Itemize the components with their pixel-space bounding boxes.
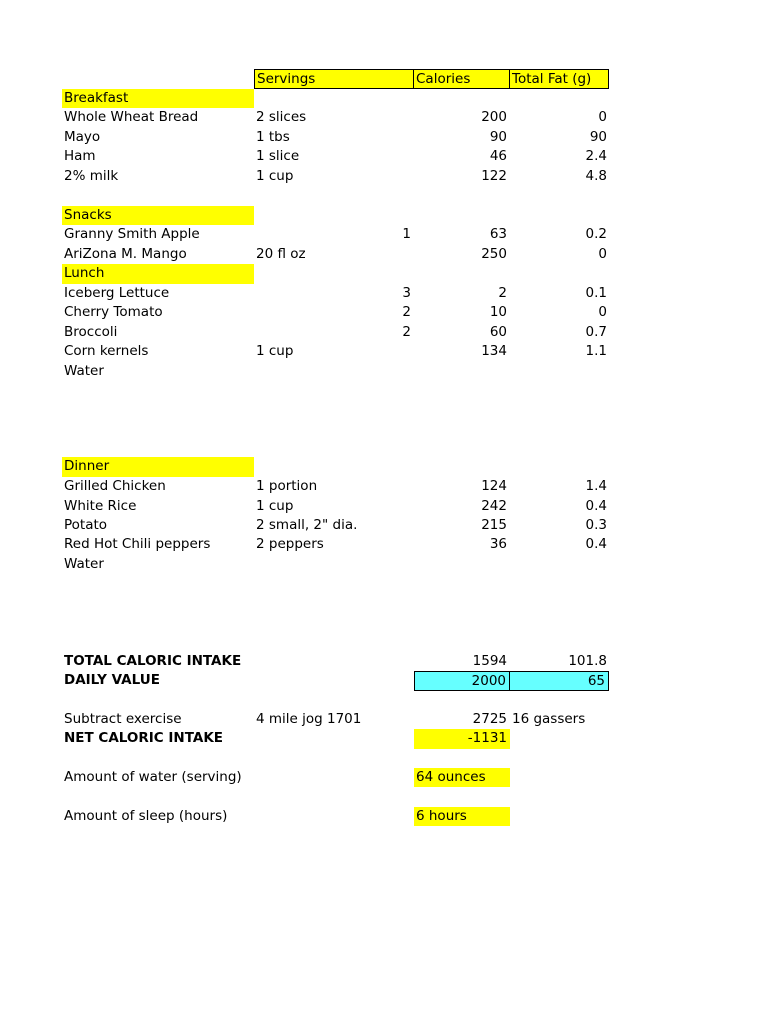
- total-fat-cell[interactable]: 101.8: [568, 652, 607, 669]
- header-row: [62, 69, 612, 89]
- calories-header[interactable]: Calories: [414, 69, 510, 89]
- fat-cell[interactable]: 1.1: [585, 343, 607, 359]
- breakfast-heading[interactable]: Breakfast: [62, 89, 254, 109]
- table-row: [62, 303, 612, 323]
- fat-cell[interactable]: 0.7: [585, 323, 607, 340]
- calories-cell[interactable]: 36: [489, 536, 507, 552]
- servings-cell[interactable]: 1 portion: [256, 478, 318, 494]
- servings-cell[interactable]: 1 cup: [256, 167, 294, 184]
- lunch-section-row: [62, 264, 612, 284]
- fat-cell[interactable]: 0.4: [585, 536, 607, 552]
- total-intake-row: [62, 652, 612, 672]
- daily-fat-cell[interactable]: 65: [510, 671, 609, 691]
- table-row: [62, 284, 612, 304]
- table-row: [62, 167, 612, 187]
- food-name[interactable]: Water: [64, 555, 104, 572]
- table-row: [62, 245, 612, 265]
- calories-cell[interactable]: 250: [481, 245, 507, 262]
- exercise-calories[interactable]: 2725: [472, 710, 507, 727]
- fat-cell[interactable]: 0: [598, 109, 607, 125]
- calories-cell[interactable]: 134: [481, 343, 507, 359]
- quantity-cell[interactable]: 1: [402, 226, 411, 242]
- table-row: [62, 477, 612, 497]
- fat-cell[interactable]: 90: [589, 128, 607, 145]
- table-row: [62, 535, 612, 555]
- table-row: [62, 555, 612, 575]
- fat-cell[interactable]: 0: [598, 245, 607, 262]
- fat-cell[interactable]: 0.1: [585, 284, 607, 301]
- calories-cell[interactable]: 215: [481, 516, 507, 533]
- food-name[interactable]: Iceberg Lettuce: [64, 284, 170, 301]
- exercise-activity[interactable]: 4 mile jog 1701: [256, 710, 362, 727]
- net-intake-row: [62, 729, 612, 749]
- dinner-section-row: [62, 457, 612, 477]
- food-name[interactable]: Grilled Chicken: [64, 478, 166, 494]
- total-calories-cell[interactable]: 1594: [472, 652, 507, 669]
- food-name[interactable]: 2% milk: [64, 167, 119, 184]
- breakfast-section-row: [62, 89, 612, 109]
- calories-cell[interactable]: 200: [481, 109, 507, 125]
- calories-cell[interactable]: 63: [489, 226, 507, 242]
- food-name[interactable]: Water: [64, 362, 104, 379]
- food-name[interactable]: Granny Smith Apple: [64, 226, 200, 242]
- fat-cell[interactable]: 1.4: [585, 478, 607, 494]
- exercise-extra[interactable]: 16 gassers: [512, 710, 586, 727]
- calories-cell[interactable]: 122: [481, 167, 507, 184]
- servings-cell[interactable]: 1 slice: [256, 148, 300, 164]
- food-name[interactable]: Cherry Tomato: [64, 304, 163, 320]
- water-value[interactable]: 64 ounces: [414, 768, 510, 788]
- food-name[interactable]: Ham: [64, 148, 96, 164]
- food-name[interactable]: Potato: [64, 516, 108, 533]
- servings-cell[interactable]: 1 tbs: [256, 128, 290, 145]
- sleep-label[interactable]: Amount of sleep (hours): [64, 807, 228, 824]
- sleep-value[interactable]: 6 hours: [414, 807, 510, 827]
- table-row: [62, 362, 612, 382]
- fat-cell[interactable]: 0.3: [585, 516, 607, 533]
- dinner-heading[interactable]: Dinner: [62, 457, 254, 477]
- calories-cell[interactable]: 242: [481, 497, 507, 514]
- table-row: [62, 342, 612, 362]
- daily-value-row: [62, 671, 612, 691]
- quantity-cell[interactable]: 2: [402, 323, 411, 340]
- food-name[interactable]: Mayo: [64, 128, 101, 145]
- quantity-cell[interactable]: 3: [402, 284, 411, 301]
- sleep-row: [62, 807, 612, 827]
- table-row: [62, 108, 612, 128]
- servings-cell[interactable]: 1 cup: [256, 497, 294, 514]
- net-intake-value[interactable]: -1131: [414, 729, 510, 749]
- servings-cell[interactable]: 2 small, 2" dia.: [256, 516, 358, 533]
- fat-cell[interactable]: 0.2: [585, 226, 607, 242]
- servings-cell[interactable]: 2 peppers: [256, 536, 324, 552]
- table-row: [62, 147, 612, 167]
- table-row: [62, 516, 612, 536]
- servings-cell[interactable]: 20 fl oz: [256, 245, 306, 262]
- fat-cell[interactable]: 4.8: [585, 167, 607, 184]
- calories-cell[interactable]: 2: [498, 284, 507, 301]
- food-name[interactable]: Red Hot Chili peppers: [64, 536, 211, 552]
- water-label[interactable]: Amount of water (serving): [64, 768, 242, 785]
- total-fat-header[interactable]: Total Fat (g): [510, 69, 609, 89]
- calories-cell[interactable]: 10: [489, 304, 507, 320]
- exercise-label[interactable]: Subtract exercise: [64, 710, 182, 727]
- calories-cell[interactable]: 46: [489, 148, 507, 164]
- table-row: [62, 225, 612, 245]
- food-name[interactable]: Broccoli: [64, 323, 118, 340]
- water-row: [62, 768, 612, 788]
- calories-cell[interactable]: 90: [489, 128, 507, 145]
- lunch-heading[interactable]: Lunch: [62, 264, 254, 284]
- table-row: [62, 128, 612, 148]
- food-name[interactable]: Whole Wheat Bread: [64, 109, 199, 125]
- exercise-row: [62, 710, 612, 730]
- table-row: [62, 497, 612, 517]
- snacks-section-row: [62, 206, 612, 226]
- food-name[interactable]: White Rice: [64, 497, 137, 514]
- daily-calories-cell[interactable]: 2000: [414, 671, 510, 691]
- servings-cell[interactable]: 1 cup: [256, 343, 294, 359]
- calories-cell[interactable]: 124: [481, 478, 507, 494]
- servings-header[interactable]: Servings: [254, 69, 414, 89]
- net-intake-label[interactable]: NET CALORIC INTAKE: [64, 730, 224, 746]
- food-name[interactable]: Corn kernels: [64, 343, 149, 359]
- fat-cell[interactable]: 0.4: [585, 497, 607, 514]
- quantity-cell[interactable]: 2: [402, 304, 411, 320]
- calories-cell[interactable]: 60: [489, 323, 507, 340]
- servings-cell[interactable]: 2 slices: [256, 109, 307, 125]
- total-intake-label[interactable]: TOTAL CALORIC INTAKE: [64, 652, 242, 669]
- fat-cell[interactable]: 0: [598, 304, 607, 320]
- snacks-heading[interactable]: Snacks: [62, 206, 254, 226]
- fat-cell[interactable]: 2.4: [585, 148, 607, 164]
- table-row: [62, 323, 612, 343]
- daily-value-label[interactable]: DAILY VALUE: [64, 672, 160, 688]
- food-name[interactable]: AriZona M. Mango: [64, 245, 187, 262]
